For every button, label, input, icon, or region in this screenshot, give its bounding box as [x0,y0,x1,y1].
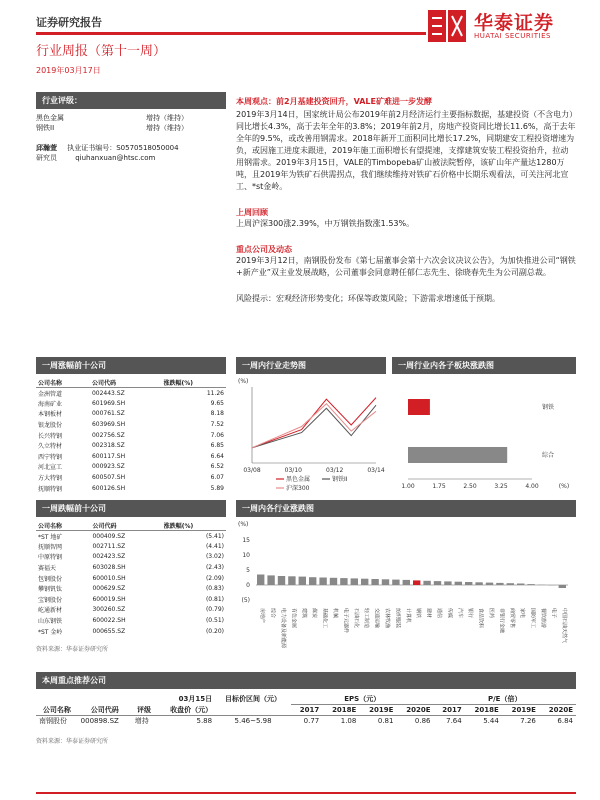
x-tick-label: 4.00 [525,483,539,490]
cell-code: 601969.SH [91,399,126,407]
x-category-label: 中国石油天然气 [560,608,567,644]
bar [408,399,430,415]
cell-code: 600010.SH [92,574,126,582]
cell-change: (0.51) [205,617,224,625]
cell-change: 6.07 [210,474,224,482]
bar [475,582,482,585]
source-note: 资料来源：华泰证券研究所 [36,646,109,653]
cell-change: (0.79) [205,606,224,614]
bar [319,578,326,586]
cell-name: 久立特材 [38,443,63,451]
industry-heading: 一周内各行业涨跌图 [236,500,576,517]
cell-code: 600022.SH [92,617,126,625]
cell-name: 南钢股份 [39,716,67,725]
table-row [36,462,226,473]
col-rating: 评级 [137,705,152,714]
cell-name: 抚顺特钢 [38,485,63,493]
col-name: 公司名称 [36,521,90,531]
x-category-label: 综合 [269,608,276,619]
bar [278,576,285,585]
bar [299,577,306,585]
table-row [36,430,226,441]
bar [434,581,441,585]
cell-code: 002711.SZ [92,542,126,550]
table-row [36,409,226,420]
x-tick-label: 03/14 [367,467,385,474]
cell-change: 11.26 [206,389,224,397]
analyst-email[interactable]: qiuhanxuan@htsc.com [75,154,156,162]
cell-code: 000629.SZ [92,585,126,593]
date-header: 03月15日 [178,695,213,704]
recommend-table [36,694,576,726]
cell-change: (3.02) [205,553,224,561]
x-category-label: 石油石化 [352,608,359,629]
cell-name: 金洲管道 [38,390,63,398]
legend-label: 沪深300 [286,485,310,492]
cell-change: 5.89 [210,484,224,492]
year: 2017 [442,705,462,714]
cell-name: 攀钢钒钛 [38,586,63,594]
bar [392,580,399,585]
cell-change: 7.52 [210,421,224,429]
table-row [36,615,226,626]
cell-change: (2.43) [205,564,224,572]
rating-sector: 钢铁II [36,124,55,132]
x-category-label: 建材 [425,608,432,619]
cell-change: 8.18 [210,410,224,418]
bar [486,583,493,585]
rating-list [36,113,226,133]
cell-code: 600507.SH [91,474,126,482]
cell-name: 海南矿业 [38,400,63,408]
cell-name: 方大特钢 [38,475,63,483]
table-row [36,583,226,594]
footer-rule [36,792,576,794]
report-title: 行业周报（第十一周） [36,44,167,59]
year: 2017 [299,705,320,714]
cell-code: 000409.SZ [92,532,126,540]
cell-name: 抚顺智网 [38,543,63,551]
x-category-label: 电子元器件 [342,608,349,634]
cell-code: 603969.SH [91,421,126,429]
bar-label: 钢铁 [542,404,555,411]
bar [507,583,514,585]
y-unit-label: (%) [238,378,249,385]
x-category-label: 医药 [488,608,494,619]
cell-name: 长兴特钢 [38,432,63,440]
col-name: 公司名称 [36,378,90,388]
cell-rating: 增持 [134,716,149,725]
analyst-name: 邱瀚萱 [36,144,57,152]
cell-name: 山东钢铁 [38,618,63,626]
bar [408,447,507,463]
bar [465,582,472,585]
cell-change: (0.81) [205,595,224,603]
license-label: 执业证书编号： [67,144,117,152]
bar [517,584,524,586]
table-row [36,419,226,430]
losers-heading: 一周跌幅前十公司 [36,500,226,517]
y-tick-label: 0 [246,582,250,589]
table-row [36,573,226,584]
cell-pe: 7.64 [446,716,462,725]
legend-label: 钢铁II [332,476,348,483]
table-header [36,378,226,388]
col-target: 目标价区间（元） [225,695,282,704]
bar [413,580,420,585]
col-price: 收盘价（元） [170,705,213,714]
cell-code: 300260.SZ [92,606,126,614]
cell-name: 包钢股份 [38,575,63,583]
y-tick-label: 15 [242,537,250,544]
cell-change: 6.52 [210,463,224,471]
x-category-label: 纺织服装 [394,608,401,629]
table-row [36,594,226,605]
bar-label: 综合 [542,452,555,459]
cell-pe: 6.84 [557,716,573,725]
rating-sector: 黑色金属 [36,114,64,122]
gainers-table [36,378,226,493]
review-text: 上周沪深300涨2.39%，中万钢铁指数涨1.53%。 [236,219,415,228]
cell-eps: 0.77 [303,716,320,725]
table-row [36,388,226,399]
view-heading: 本周观点：前2月基建投资回升，VALE矿难进一步发酵 [236,97,432,106]
risk-text: 风险提示：宏观经济形势变化；环保等政策风险；下游需求增速低于预期。 [236,294,500,303]
x-tick-label: 3.25 [494,483,508,490]
x-category-label: 食品饮料 [477,608,484,629]
x-unit-label: (%) [558,483,570,490]
cell-code: 002423.SZ [92,553,126,561]
year: 2020E [548,705,573,714]
bar [267,575,274,585]
table-row [36,562,226,573]
logo-en: HUATAI SECURITIES [474,32,551,40]
cell-code: 603028.SH [92,564,126,572]
x-tick-label: 03/08 [243,467,261,474]
huatai-logo [426,6,576,46]
cell-name: *ST 地矿 [38,533,63,541]
logo-icon [426,8,470,44]
y-tick-label: 5 [246,567,250,574]
x-category-label: 轻工制造 [363,608,370,629]
rating-row [36,113,226,123]
trend-heading: 一周内行业走势图 [236,357,386,374]
x-category-label: 商贸零售 [508,608,515,629]
bar [257,575,264,586]
cell-change: (2.09) [205,574,224,582]
losers-table [36,521,226,636]
x-category-label: 基础化工 [321,608,328,629]
y-unit-label: (%) [238,521,249,528]
cell-eps: 1.08 [340,716,357,725]
x-tick-label: 03/10 [284,467,302,474]
table-row [36,531,226,542]
table-header [36,705,576,716]
x-category-label: 有色金属 [290,608,297,629]
cell-code: 600126.SH [91,484,126,492]
x-category-label: 餐饮旅游 [540,608,546,629]
table-row [36,715,576,726]
source-note: 资料来源：华泰证券研究所 [36,738,109,745]
legend-label: 黑色金属 [286,476,311,483]
cell-change: (4.41) [205,542,224,550]
year: 2018E [332,705,357,714]
cell-change: 6.85 [210,442,224,450]
x-category-label: 电力设备及新能源 [280,608,286,649]
bar [371,579,378,585]
recommend-heading: 本周重点推荐公司 [36,672,576,689]
rating-heading: 行业评级： [36,92,226,109]
rating-value: 增持（维持） [146,114,188,122]
cell-change: 6.64 [210,452,224,460]
table-row [36,483,226,494]
cell-code: 000923.SZ [91,463,125,471]
x-tick-label: 1.75 [432,483,446,490]
x-category-label: 交通运输 [373,608,380,629]
cell-code: 600019.SH [92,595,126,603]
cell-name: 赛福天 [38,565,57,573]
header-rule [36,32,426,35]
x-tick-label: 2.50 [463,483,477,490]
col-change: 涨跌幅(%) [161,378,226,388]
cell-name: 中原特钢 [38,554,63,562]
rating-value: 增持（维持） [146,124,188,132]
y-tick-label: 10 [242,552,250,559]
cell-eps: 0.86 [414,716,431,725]
bar [382,579,389,585]
x-category-label: 非银行金融 [498,608,505,634]
x-category-label: 计算机 [404,608,411,624]
bar [559,585,566,588]
col-code: 公司代码 [90,705,119,714]
cell-pe: 7.26 [520,716,536,725]
cell-code: 000898.SZ [80,716,119,725]
y-tick-label: (5) [241,597,250,604]
x-category-label: 建筑 [300,608,307,619]
table-row [36,440,226,451]
x-category-label: 家电 [519,608,526,619]
x-category-label: 钢铁 [415,608,422,619]
col-change: 涨跌幅(%) [162,521,226,531]
report-type-label: 证券研究报告 [36,16,102,29]
bar [455,582,462,585]
sector-heading: 一周行业内各子板块涨跌图 [392,357,576,374]
x-tick-label: 03/12 [326,467,344,474]
x-tick-label: 1.00 [401,483,415,490]
cell-name: 屹通新材 [38,607,63,615]
cell-price: 5.88 [196,716,213,725]
table-header [36,694,576,705]
license-number: S0570518050004 [116,144,179,152]
analyst-block [36,143,226,163]
x-category-label: 房地产 [259,608,266,624]
bar [288,576,295,585]
logo-cn: 华泰证券 [474,12,555,34]
x-category-label: 银行 [467,608,474,619]
cell-name: 河北宣工 [38,464,63,472]
cell-change: (5.41) [205,532,224,540]
cell-change: 7.06 [210,431,224,439]
cell-name: *ST 金岭 [38,628,63,636]
x-category-label: 国防军工 [529,608,536,629]
cell-name: 本钢板材 [38,411,63,419]
table-row [36,626,226,637]
col-code: 公司代码 [90,378,162,388]
table-row [36,451,226,462]
cell-name: 西宁特钢 [38,453,63,461]
bar [403,580,410,585]
trend-chart [236,375,386,495]
cell-eps: 0.81 [377,716,394,725]
gainers-heading: 一周涨幅前十公司 [36,357,226,374]
bar [496,583,503,585]
cell-code: 000761.SZ [91,410,125,418]
bar [444,581,451,585]
cell-name: 宝钢股份 [38,596,63,604]
cell-code: 002756.SZ [91,431,125,439]
x-category-label: 煤炭 [311,608,318,619]
bar [351,578,358,585]
x-category-label: 汽车 [456,608,463,619]
cell-pe: 5.44 [483,716,499,725]
x-category-label: 农林牧渔 [384,608,390,629]
col-code: 公司代码 [90,521,161,531]
col-company: 公司名称 [42,705,71,714]
cell-code: 002318.SZ [91,442,125,450]
bar [309,577,316,585]
bar [361,579,368,585]
review-heading: 上周回顾 [236,208,268,217]
x-category-label: 机械 [332,608,338,619]
cell-code: 600117.SH [91,452,126,460]
year: 2019E [511,705,536,714]
main-text [236,96,576,305]
x-category-label: 传媒 [446,608,453,619]
table-row [36,472,226,483]
table-row [36,398,226,409]
industry-chart [236,516,576,656]
cell-code: 000655.SZ [92,627,126,635]
view-text: 2019年3月14日，国家统计局公布2019年前2月经济运行主要指标数据，基建投资（不含电力）同比增长4.3%，高于去年全年的3.8%；2019年前2月，房地产投资同比增长11.6%，高于去年全年的9.5%，或改善用钢需求。2018年新开工面积同比增长17.2%，同期建安工程投资增速为负，或因施工进度未跟进，2019年施工面积增长有望提速，支撑建筑安装工程投资抬升，拉动用钢需求。2019年3月15日，VALE的Timbopeba矿山被法院暂停，该矿山年产量达1280万吨，且2019年为铁矿石供需拐点，我们继续维持对铁矿石价格中长期乐观看法，可关注河北宣工、*st金岭。 [236,110,576,191]
cell-name: 银龙股份 [38,422,63,430]
bar [527,584,534,585]
bar [330,578,337,585]
table-row [36,605,226,616]
cell-target: 5.46~5.98 [234,716,272,725]
table-row [36,552,226,563]
bar [340,578,347,585]
report-date: 2019年03月17日 [36,66,101,75]
table-row [36,541,226,552]
year: 2019E [369,705,394,714]
col-eps: EPS（元） [291,694,433,705]
cell-change: (0.20) [205,627,224,635]
company-text: 2019年3月12日，南钢股份发布《第七届董事会第十六次会议决议公告》，为加快推进公司“钢铁+新产业”双主业发展战略，公司董事会同意聘任郁仁志先生、徐晓春先生为公司副总裁。 [236,256,576,277]
x-category-label: 通信 [436,608,442,619]
rating-row [36,123,226,133]
x-category-label: 电子 [550,608,557,619]
cell-change: (0.83) [205,585,224,593]
year: 2018E [474,705,499,714]
table-header [36,521,226,531]
sector-chart [392,375,576,495]
bar [423,581,430,585]
col-pe: P/E（倍） [433,694,576,705]
cell-code: 002443.SZ [91,389,125,397]
company-heading: 重点公司及动态 [236,245,292,254]
year: 2020E [406,705,431,714]
cell-change: 9.65 [210,399,224,407]
analyst-role: 研究员 [36,154,57,162]
